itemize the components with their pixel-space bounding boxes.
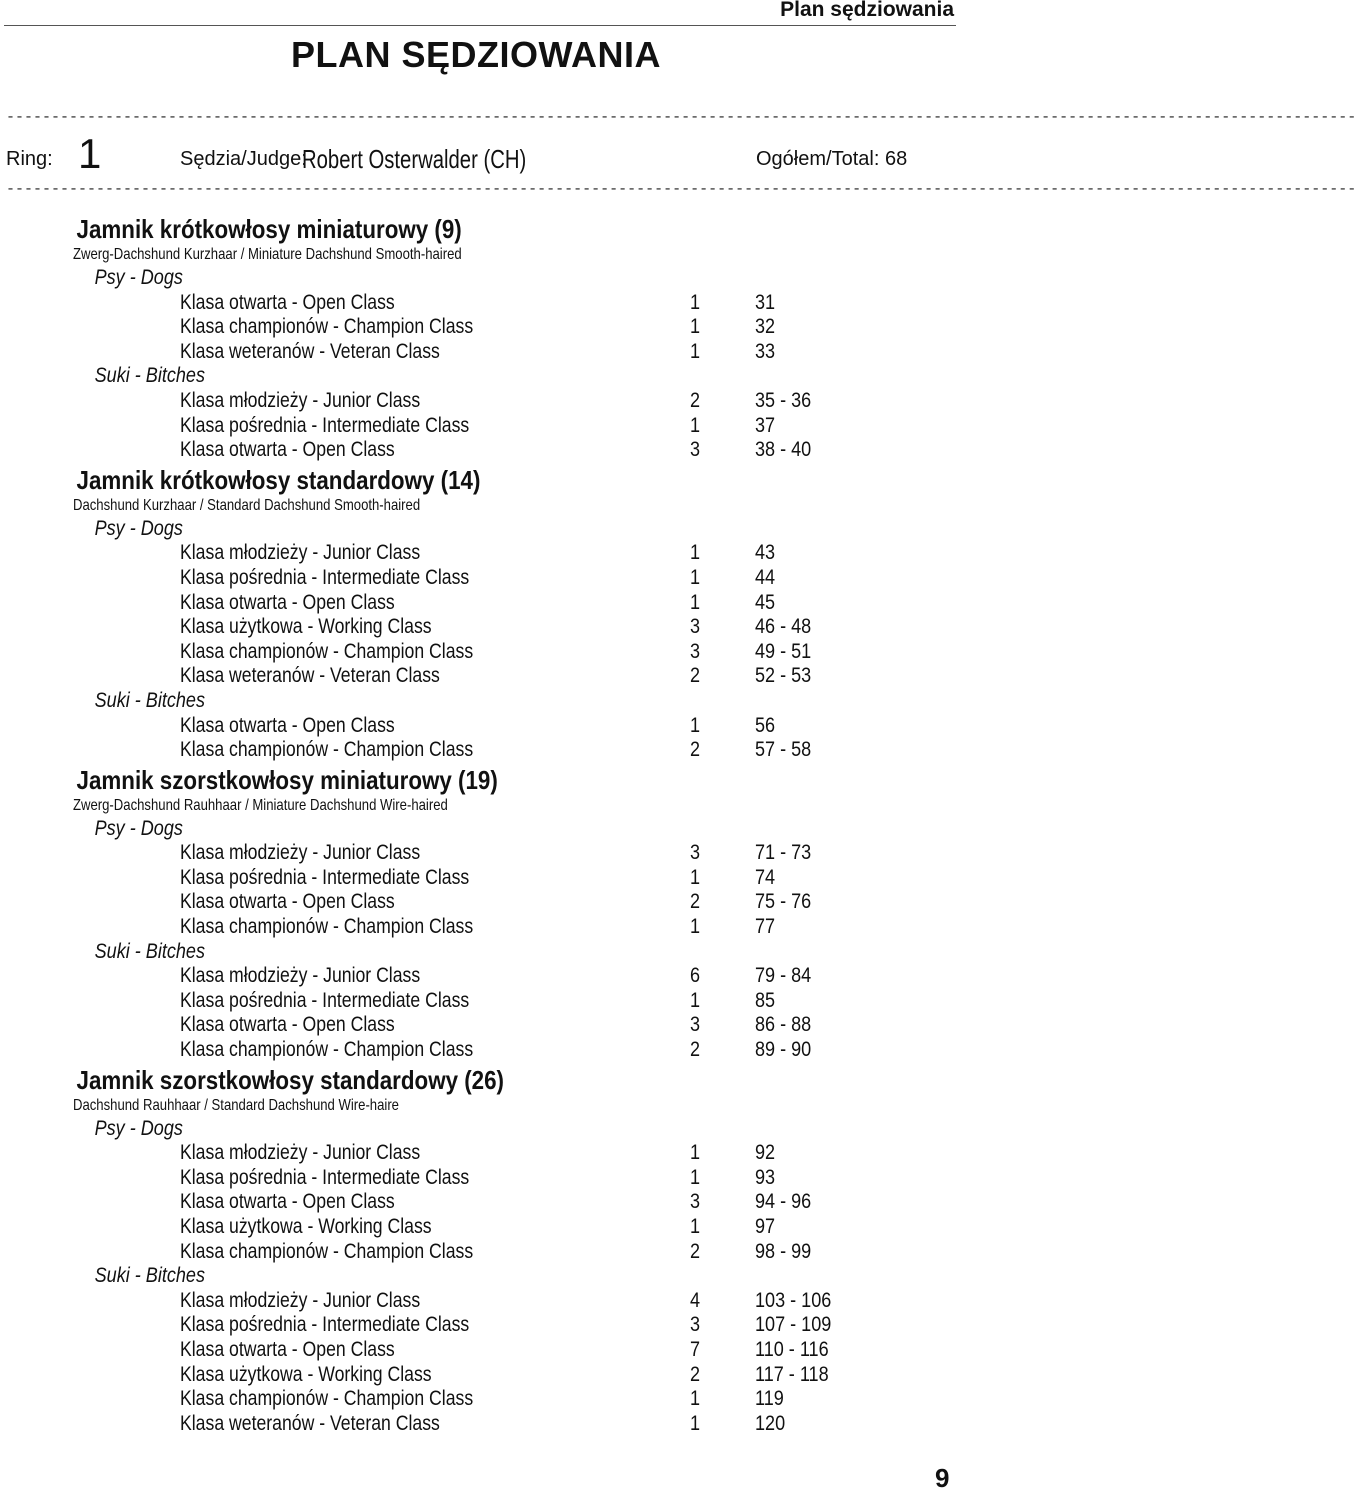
entry-count: 3	[690, 1313, 701, 1337]
entry-count: 4	[690, 1288, 701, 1312]
entry-count: 1	[690, 565, 701, 589]
entry-count: 1	[690, 290, 701, 314]
class-name: Klasa weteranów - Veteran Class	[180, 339, 440, 363]
class-name: Klasa pośrednia - Intermediate Class	[180, 565, 470, 589]
class-name: Klasa otwarta - Open Class	[180, 438, 395, 462]
class-name: Klasa pośrednia - Intermediate Class	[180, 1313, 470, 1337]
class-row	[0, 964, 960, 989]
judging-schedule	[0, 212, 960, 1436]
catalog-range: 85	[755, 988, 776, 1012]
entry-count: 1	[690, 339, 701, 363]
class-name: Klasa championów - Champion Class	[180, 1239, 474, 1263]
catalog-range: 93	[755, 1165, 776, 1189]
class-name: Klasa championów - Champion Class	[180, 1038, 474, 1062]
class-row	[0, 1412, 960, 1437]
catalog-range: 110 - 116	[755, 1337, 829, 1361]
class-name: Klasa młodzieży - Junior Class	[180, 541, 421, 565]
class-name: Klasa użytkowa - Working Class	[180, 1362, 432, 1386]
catalog-range: 33	[755, 339, 776, 363]
class-row	[0, 591, 960, 616]
judge-name: Robert Osterwalder (CH)	[302, 144, 527, 174]
dashed-separator-bottom: ------------------------------------------------------------------------------------------------------------------------------------------------------	[6, 181, 1356, 198]
catalog-range: 86 - 88	[755, 1013, 812, 1037]
class-row	[0, 566, 960, 591]
breed-title: Jamnik krótkowłosy miniaturowy (9)	[76, 214, 462, 244]
class-row	[0, 841, 960, 866]
dashed-separator-top: ------------------------------------------------------------------------------------------------------------------------------------------------------	[6, 109, 1356, 126]
class-name: Klasa weteranów - Veteran Class	[180, 1411, 440, 1435]
class-name: Klasa otwarta - Open Class	[180, 1190, 395, 1214]
breed-title: Jamnik krótkowłosy standardowy (14)	[76, 464, 481, 495]
class-name: Klasa otwarta - Open Class	[180, 713, 395, 737]
class-name: Klasa młodzieży - Junior Class	[180, 1288, 421, 1312]
class-name: Klasa pośrednia - Intermediate Class	[180, 413, 470, 437]
catalog-range: 89 - 90	[755, 1038, 812, 1062]
entry-count: 1	[690, 413, 701, 437]
entry-count: 2	[690, 738, 701, 762]
class-name: Klasa otwarta - Open Class	[180, 1337, 395, 1361]
class-row	[0, 1013, 960, 1038]
catalog-range: 107 - 109	[755, 1313, 832, 1337]
catalog-range: 119	[755, 1387, 784, 1411]
class-row	[0, 414, 960, 439]
page-title: PLAN SĘDZIOWANIA	[291, 34, 662, 75]
catalog-range: 92	[755, 1141, 776, 1165]
class-name: Klasa otwarta - Open Class	[180, 890, 395, 914]
entry-count: 3	[690, 1013, 701, 1037]
entry-count: 2	[690, 664, 701, 688]
entry-count: 3	[690, 438, 701, 462]
class-row	[0, 1363, 960, 1388]
catalog-range: 79 - 84	[755, 964, 812, 988]
entry-count: 2	[690, 890, 701, 914]
class-row	[0, 664, 960, 689]
class-row	[0, 615, 960, 640]
judge-label: Sędzia/Judge:	[180, 148, 307, 170]
ring-number: 1	[78, 130, 102, 177]
class-name: Klasa otwarta - Open Class	[180, 1013, 395, 1037]
breed-section	[0, 463, 960, 763]
class-row	[0, 915, 960, 940]
ring-label: Ring:	[6, 148, 53, 170]
class-row	[0, 1240, 960, 1265]
entry-count: 1	[690, 1387, 701, 1411]
entry-count: 3	[690, 615, 701, 639]
entry-count: 1	[690, 541, 701, 565]
entry-count: 6	[690, 964, 701, 988]
class-row	[0, 1038, 960, 1063]
class-row	[0, 866, 960, 891]
class-row	[0, 438, 960, 463]
class-row	[0, 1387, 960, 1412]
class-row	[0, 389, 960, 414]
class-row	[0, 640, 960, 665]
catalog-range: 71 - 73	[755, 841, 812, 865]
sex-heading: Psy - Dogs	[94, 816, 183, 840]
catalog-range: 56	[755, 713, 776, 737]
class-name: Klasa młodzieży - Junior Class	[180, 388, 421, 412]
class-row	[0, 1215, 960, 1240]
class-row	[0, 1313, 960, 1338]
catalog-range: 31	[755, 290, 776, 314]
breed-subtitle: Dachshund Rauhhaar / Standard Dachshund Wire-haire	[72, 1096, 399, 1114]
catalog-range: 94 - 96	[755, 1190, 812, 1214]
class-name: Klasa pośrednia - Intermediate Class	[180, 988, 470, 1012]
header-rule	[4, 25, 956, 26]
entry-count: 1	[690, 315, 701, 339]
class-row	[0, 890, 960, 915]
catalog-range: 45	[755, 590, 776, 614]
class-row	[0, 291, 960, 316]
breed-section	[0, 1063, 960, 1437]
entry-count: 2	[690, 388, 701, 412]
entry-count: 3	[690, 841, 701, 865]
catalog-range: 75 - 76	[755, 890, 812, 914]
entry-count: 3	[690, 639, 701, 663]
class-row	[0, 714, 960, 739]
sex-heading: Psy - Dogs	[94, 516, 183, 540]
catalog-range: 57 - 58	[755, 738, 812, 762]
breed-title: Jamnik szorstkowłosy miniaturowy (19)	[76, 764, 498, 795]
class-name: Klasa championów - Champion Class	[180, 915, 474, 939]
breed-section	[0, 212, 960, 463]
class-name: Klasa młodzieży - Junior Class	[180, 964, 421, 988]
breed-subtitle: Dachshund Kurzhaar / Standard Dachshund Smooth-haired	[72, 496, 421, 514]
class-name: Klasa młodzieży - Junior Class	[180, 841, 421, 865]
entry-count: 3	[690, 1190, 701, 1214]
class-name: Klasa użytkowa - Working Class	[180, 615, 432, 639]
catalog-range: 44	[755, 565, 776, 589]
page-number: 9	[935, 1463, 950, 1493]
entry-count: 1	[690, 1411, 701, 1435]
breed-subtitle: Zwerg-Dachshund Rauhhaar / Miniature Dachshund Wire-haired	[72, 796, 448, 814]
entry-count: 2	[690, 1038, 701, 1062]
header-title: Plan sędziowania	[780, 0, 954, 21]
class-name: Klasa otwarta - Open Class	[180, 590, 395, 614]
class-name: Klasa pośrednia - Intermediate Class	[180, 865, 470, 889]
catalog-range: 103 - 106	[755, 1288, 832, 1312]
class-name: Klasa championów - Champion Class	[180, 315, 474, 339]
catalog-range: 77	[755, 915, 776, 939]
catalog-range: 46 - 48	[755, 615, 812, 639]
entry-count: 1	[690, 865, 701, 889]
entry-count: 1	[690, 590, 701, 614]
breed-subtitle: Zwerg-Dachshund Kurzhaar / Miniature Dachshund Smooth-haired	[72, 246, 462, 263]
class-name: Klasa championów - Champion Class	[180, 639, 474, 663]
class-row	[0, 1190, 960, 1215]
class-row	[0, 541, 960, 566]
class-row	[0, 1166, 960, 1191]
breed-title: Jamnik szorstkowłosy standardowy (26)	[76, 1064, 505, 1095]
entry-count: 1	[690, 1215, 701, 1238]
sex-heading: Suki - Bitches	[94, 939, 206, 963]
class-name: Klasa młodzieży - Junior Class	[180, 1141, 421, 1165]
catalog-range: 43	[755, 541, 776, 565]
total-value: 68	[884, 148, 908, 170]
catalog-range: 32	[755, 315, 776, 339]
class-name: Klasa championów - Champion Class	[180, 1387, 474, 1411]
class-row	[0, 1338, 960, 1363]
entry-count: 1	[690, 988, 701, 1012]
entry-count: 7	[690, 1337, 701, 1361]
total-block	[756, 148, 907, 171]
catalog-range: 37	[755, 413, 776, 437]
breed-section	[0, 763, 960, 1063]
catalog-range: 35 - 36	[755, 388, 812, 412]
class-row	[0, 340, 960, 365]
entry-count: 1	[690, 713, 701, 737]
sex-heading: Suki - Bitches	[94, 1264, 206, 1288]
catalog-range: 120	[755, 1411, 786, 1435]
class-row	[0, 1141, 960, 1166]
class-name: Klasa otwarta - Open Class	[180, 290, 395, 314]
class-name: Klasa weteranów - Veteran Class	[180, 664, 440, 688]
catalog-range: 117 - 118	[755, 1362, 829, 1386]
class-name: Klasa pośrednia - Intermediate Class	[180, 1165, 470, 1189]
ring-info-row	[6, 130, 908, 180]
entry-count: 1	[690, 1141, 701, 1165]
catalog-range: 97	[755, 1215, 776, 1238]
catalog-range: 38 - 40	[755, 438, 812, 462]
sex-heading: Psy - Dogs	[94, 266, 183, 289]
sex-heading: Suki - Bitches	[94, 364, 206, 388]
entry-count: 2	[690, 1362, 701, 1386]
sex-heading: Suki - Bitches	[94, 688, 206, 712]
total-label: Ogółem/Total:	[756, 148, 880, 170]
sex-heading: Psy - Dogs	[94, 1116, 183, 1140]
class-row	[0, 989, 960, 1014]
entry-count: 2	[690, 1239, 701, 1263]
catalog-range: 74	[755, 865, 776, 889]
catalog-range: 98 - 99	[755, 1239, 812, 1263]
entry-count: 1	[690, 1165, 701, 1189]
class-name: Klasa championów - Champion Class	[180, 738, 474, 762]
class-row	[0, 1289, 960, 1314]
class-name: Klasa użytkowa - Working Class	[180, 1215, 432, 1238]
class-row	[0, 738, 960, 763]
catalog-range: 49 - 51	[755, 639, 812, 663]
class-row	[0, 315, 960, 340]
entry-count: 1	[690, 915, 701, 939]
catalog-range: 52 - 53	[755, 664, 812, 688]
